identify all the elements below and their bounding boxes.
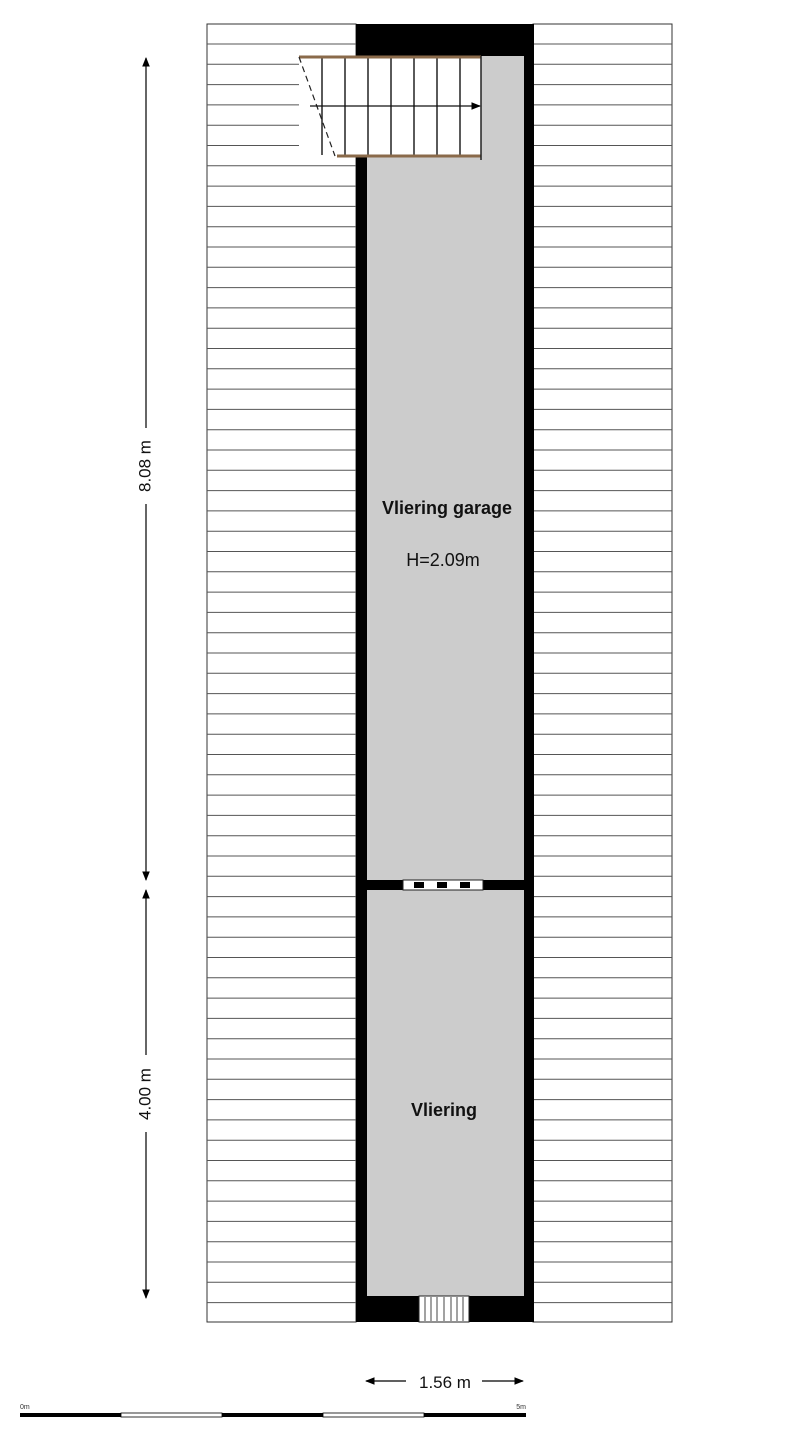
room-label-vliering: Vliering — [410, 1100, 478, 1120]
roof-left — [207, 24, 356, 1322]
hatch-opening — [403, 880, 483, 890]
room-vliering-floor — [367, 890, 524, 1296]
dimension-upper-length-label: 8.08 m — [135, 440, 155, 492]
scale-bar-start-label: 0m — [20, 1404, 30, 1411]
dimension-width-label: 1.56 m — [419, 1373, 471, 1392]
dimension-lower-length — [135, 890, 154, 1298]
scale-bar-end-label: 5m — [516, 1404, 526, 1411]
scale-bar — [20, 1404, 526, 1417]
window-bottom — [419, 1296, 469, 1322]
room-vliering-garage-floor — [367, 56, 524, 880]
room-height-label: H=2.09m — [406, 550, 480, 570]
dimension-width — [366, 1373, 523, 1392]
staircase — [299, 56, 481, 160]
dimension-lower-length-label: 4.00 m — [135, 1068, 155, 1120]
room-label-vliering-garage: Vliering garage — [381, 498, 513, 518]
roof-right — [533, 24, 672, 1322]
dimension-upper-length — [135, 58, 154, 880]
